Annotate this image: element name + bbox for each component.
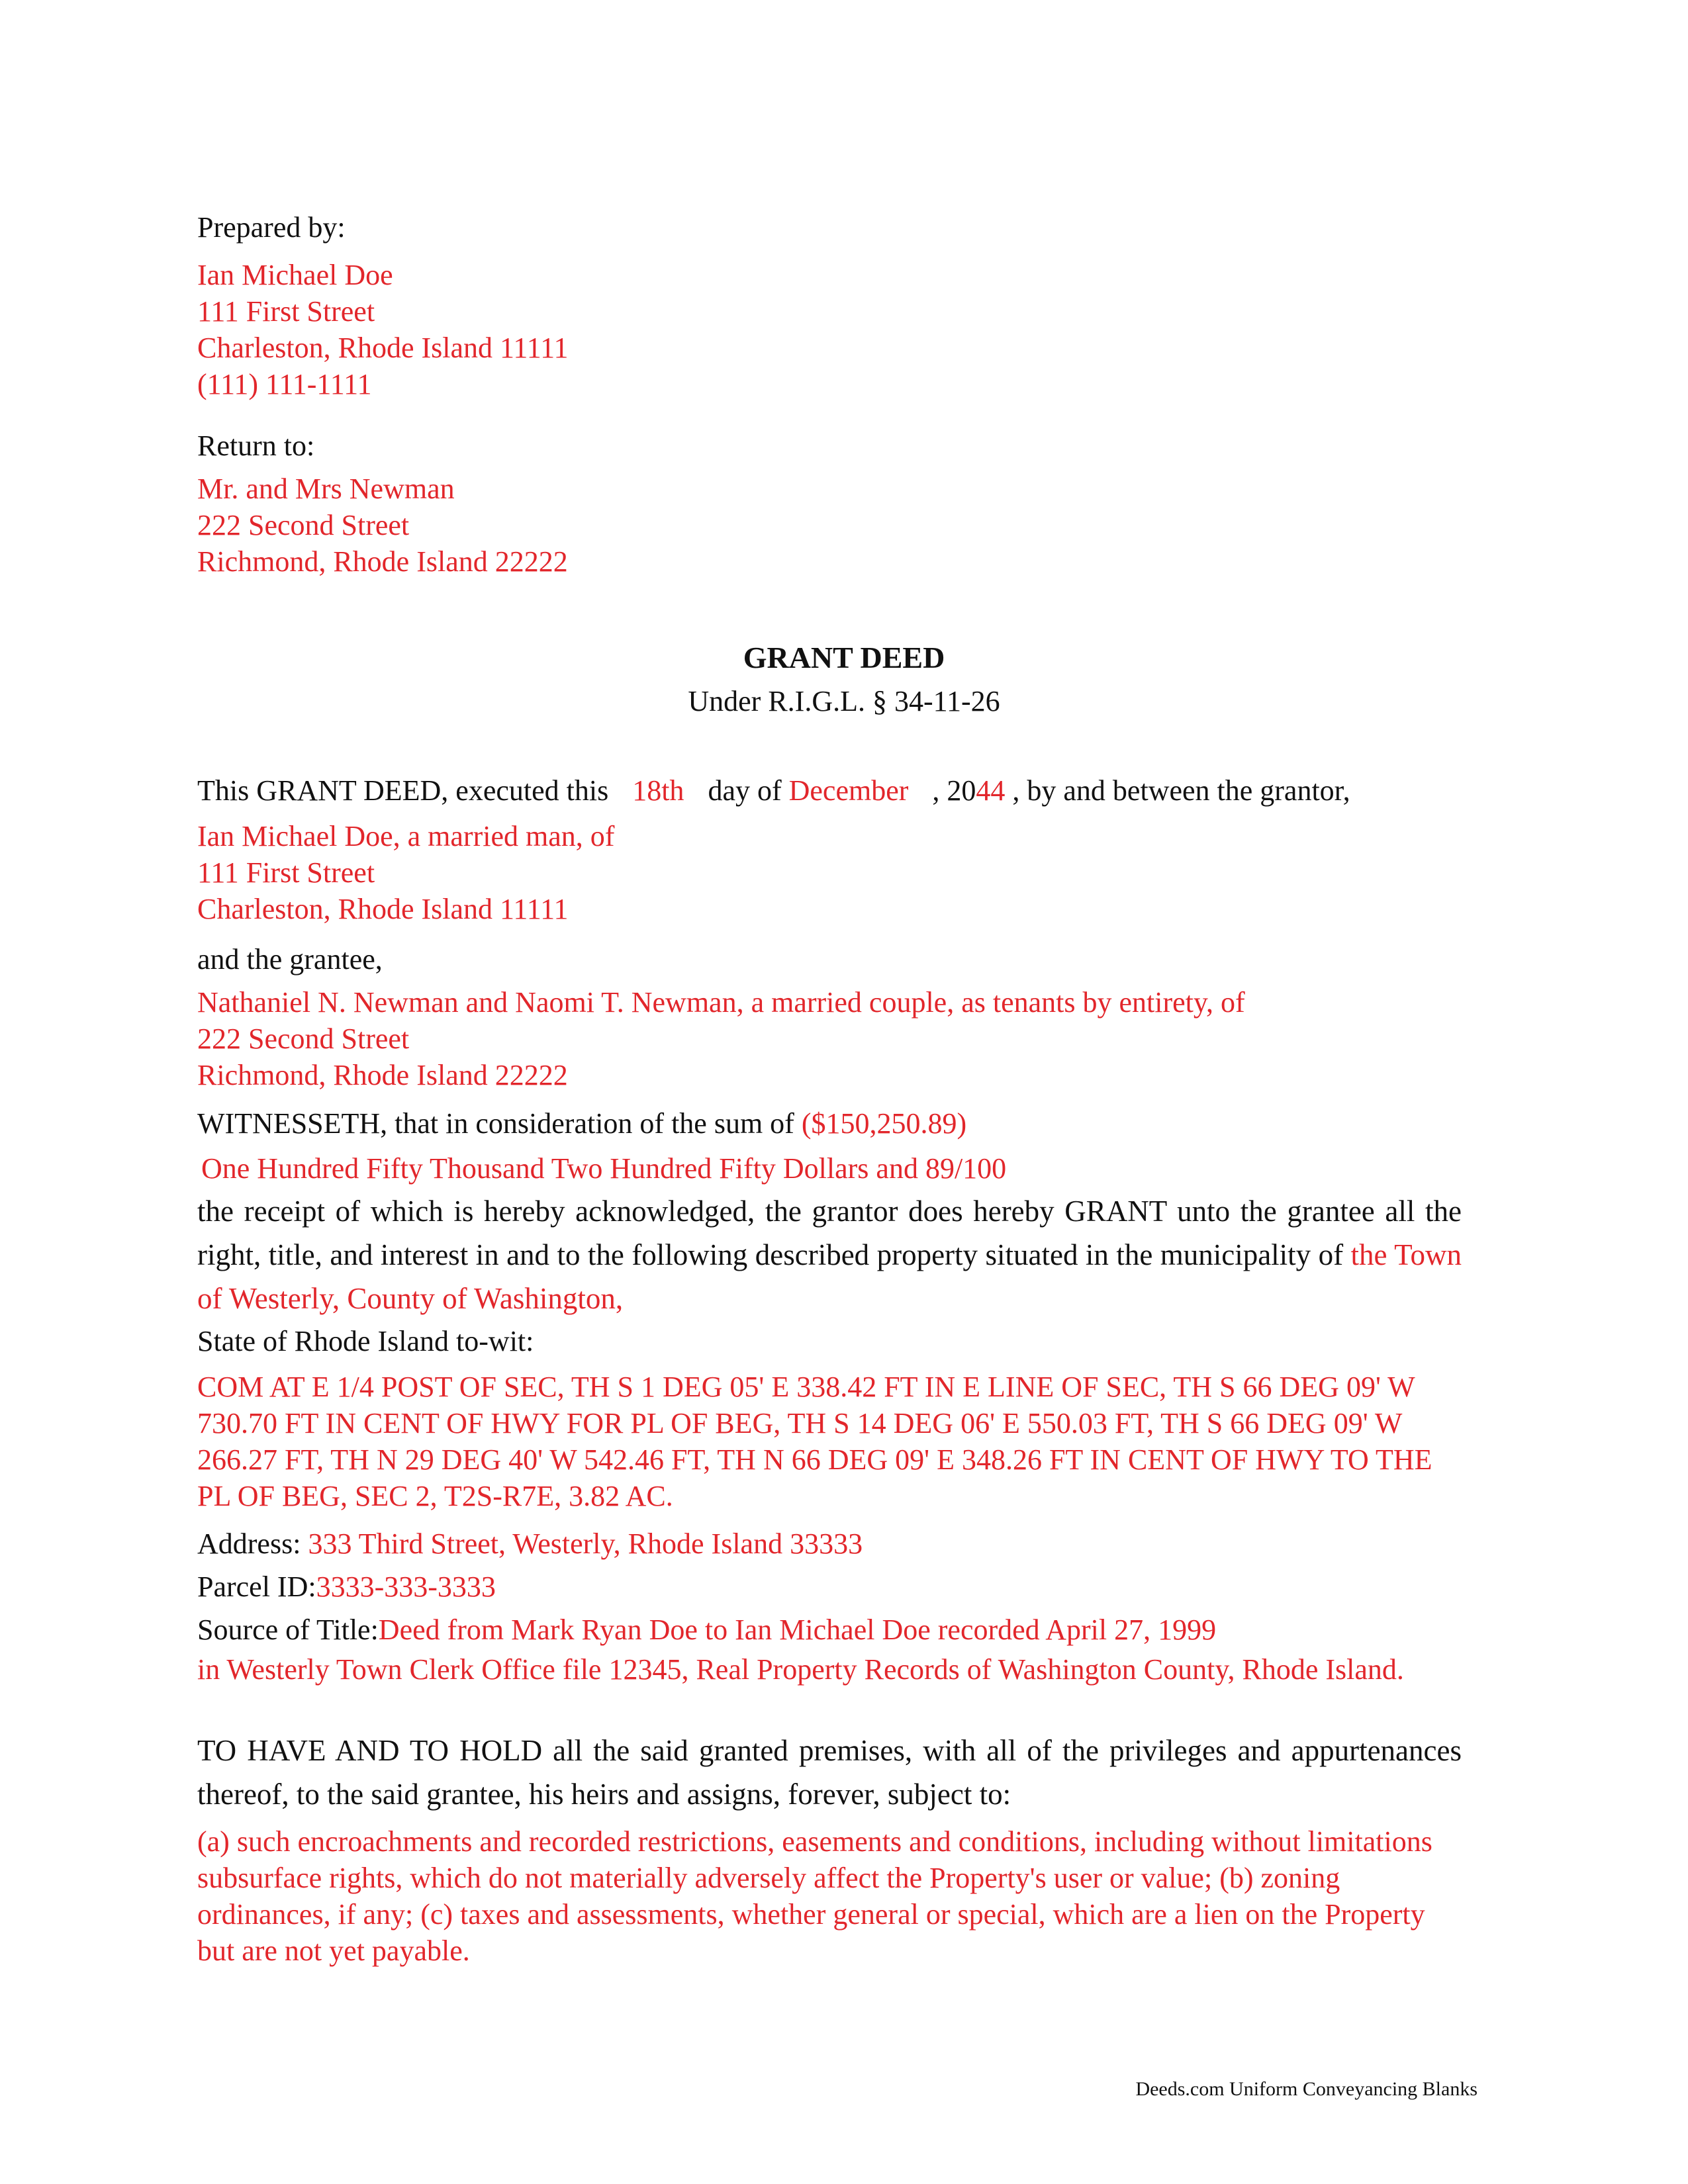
return-to-city: Richmond, Rhode Island 22222 xyxy=(197,545,568,578)
grantee-block xyxy=(197,984,1481,1093)
executed-day: 18th xyxy=(632,774,684,807)
address-label: Address: xyxy=(197,1527,301,1560)
grantee-name: Nathaniel N. Newman and Naomi T. Newman, a married couple, as tenants by entirety, of xyxy=(197,986,1245,1019)
prepared-by-phone: (111) 111-1111 xyxy=(197,368,372,400)
executed-text-3: , 20 xyxy=(932,774,976,807)
grantee-street: 222 Second Street xyxy=(197,1023,410,1055)
executed-year-suffix: 44 xyxy=(976,774,1006,807)
grant-clause-municipality: the Town of Westerly, County of Washington, xyxy=(197,1238,1462,1315)
source-label: Source of Title: xyxy=(197,1614,379,1646)
exceptions: (a) such encroachments and recorded restrictions, easements and conditions, including without limitations subsurface rights, which do not materially adversely affect the Property's user or value; (b) zoning ordinances, if any; (c) taxes and assessments, whether general or special, which are a lien on the Property but are not yet payable. xyxy=(197,1825,1432,1967)
grantor-name: Ian Michael Doe, a married man, of xyxy=(197,820,615,852)
return-to-name: Mr. and Mrs Newman xyxy=(197,473,455,505)
grantor-street: 111 First Street xyxy=(197,856,375,889)
return-to-street: 222 Second Street xyxy=(197,509,410,541)
prepared-by-street: 111 First Street xyxy=(197,295,375,328)
executed-line xyxy=(197,772,1481,809)
consideration-line xyxy=(197,1105,1481,1142)
prepared-by-city: Charleston, Rhode Island 11111 xyxy=(197,332,569,364)
page-title: GRANT DEED xyxy=(743,641,945,674)
habendum: TO HAVE AND TO HOLD all the said granted premises, with all of the privileges and appurtenances thereof, to the said grantee, his heirs and assigns, forever, subject to: xyxy=(197,1734,1462,1811)
return-to-label: Return to: xyxy=(197,430,315,462)
prepared-by-section xyxy=(197,209,1481,246)
grantee-label: and the grantee, xyxy=(197,943,383,976)
parcel-label: Parcel ID: xyxy=(197,1570,316,1603)
return-to-section xyxy=(197,428,1481,464)
legal-description: COM AT E 1/4 POST OF SEC, TH S 1 DEG 05' E 338.42 FT IN E LINE OF SEC, TH S 66 DEG 09' W 730.70 FT IN CENT OF HWY FOR PL OF BEG, TH S 14 DEG 06' E 550.03 FT, TH S 66 DEG 09' W 266.27 FT, TH N 29 DEG 40' W 542.46 FT, TH N 66 DEG 09' E 348.26 FT IN CENT OF HWY TO THE PL OF BEG, SEC 2, T2S-R7E, 3.82 AC. xyxy=(197,1371,1432,1512)
source-value-1: Deed from Mark Ryan Doe to Ian Michael Doe recorded April 27, 1999 xyxy=(378,1614,1217,1646)
state-line: State of Rhode Island to-wit: xyxy=(197,1325,534,1357)
return-to-block xyxy=(197,471,1481,580)
executed-text-2: day of xyxy=(708,774,782,807)
consideration-words: One Hundred Fifty Thousand Two Hundred Fifty Dollars and 89/100 xyxy=(201,1152,1007,1185)
consideration-text: WITNESSETH, that in consideration of the sum of xyxy=(197,1107,794,1140)
executed-text-4: , by and between the grantor, xyxy=(1012,774,1350,807)
address-line xyxy=(197,1525,1481,1562)
executed-text-1: This GRANT DEED, executed this xyxy=(197,774,609,807)
prepared-by-block xyxy=(197,257,1481,402)
grantor-block xyxy=(197,818,1481,927)
consideration-amount: ($150,250.89) xyxy=(801,1107,967,1140)
parcel-line xyxy=(197,1569,1481,1605)
grantee-city: Richmond, Rhode Island 22222 xyxy=(197,1059,568,1091)
page-subtitle: Under R.I.G.L. § 34-11-26 xyxy=(688,685,1000,717)
grant-clause xyxy=(197,1189,1462,1320)
grant-clause-text: the receipt of which is hereby acknowledged, the grantor does hereby GRANT unto the grantee all the right, title, and interest in and to the following described property situated in the municipality of xyxy=(197,1195,1462,1271)
prepared-by-name: Ian Michael Doe xyxy=(197,259,393,291)
grantor-city: Charleston, Rhode Island 11111 xyxy=(197,893,569,925)
executed-month: December xyxy=(788,774,909,807)
parcel-value: 3333-333-3333 xyxy=(316,1570,496,1603)
address-value: 333 Third Street, Westerly, Rhode Island 33333 xyxy=(308,1527,863,1560)
footer-brand: Deeds.com Uniform Conveyancing Blanks xyxy=(1135,2078,1477,2100)
source-value-2: in Westerly Town Clerk Office file 12345, Real Property Records of Washington County, Rhode Island. xyxy=(197,1653,1404,1686)
source-line xyxy=(197,1612,1481,1648)
prepared-by-label: Prepared by: xyxy=(197,211,346,244)
